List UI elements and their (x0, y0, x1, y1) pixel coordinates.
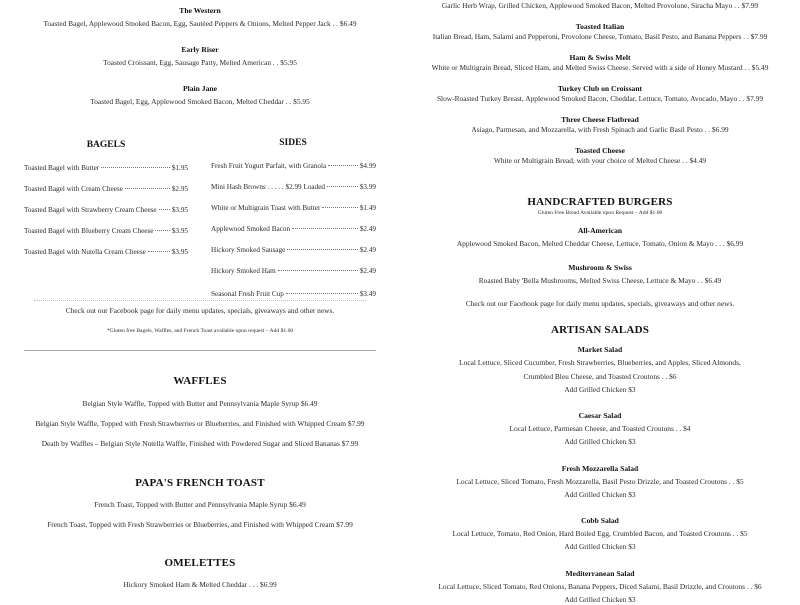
facebook-note: Check out our Facebook page for daily menu updates, specials, giveaways and other news. (465, 299, 735, 308)
item-name: Ham & Swiss Melt (569, 53, 631, 62)
divider (34, 300, 366, 301)
item-desc: Local Lettuce, Sliced Tomato, Red Onions, Banana Peppers, Diced Salami, Basil Drizzle, and Croutons . . $6 (438, 582, 762, 591)
item-desc: Death by Waffles – Belgian Style Nutella Waffle, Finished with Powdered Sugar and Sliced Bananas $7.99 (41, 439, 359, 448)
list-item: Toasted Bagel with Strawberry Cream Cheese $3.95 (24, 206, 188, 214)
add-on: Add Grilled Chicken $3 (564, 490, 636, 499)
item-desc: Crumbled Bleu Cheese, and Toasted Croutons . . $6 (523, 372, 677, 381)
section-title-french-toast: PAPA'S FRENCH TOAST (135, 477, 265, 489)
item-desc: Belgian Style Waffle, Topped with Butter and Pennsylvania Maple Syrup $6.49 (82, 399, 318, 408)
item-desc: French Toast, Topped with Butter and Pennsylvania Maple Syrup $6.49 (94, 500, 306, 509)
item-name: Three Cheese Flatbread (561, 115, 639, 124)
item-desc: Local Lettuce, Sliced Cucumber, Fresh Strawberries, Blueberries, and Apples, Sliced Almonds, (459, 358, 741, 367)
list-item: Hickory Smoked Sausage $2.49 (211, 246, 376, 254)
divider (24, 350, 376, 351)
item-name: Caesar Salad (578, 411, 622, 420)
item-desc: Belgian Style Waffle, Topped with Fresh Strawberries or Blueberries, and Finished with Whipped Cream $7.99 (35, 419, 365, 428)
add-on: Add Grilled Chicken $3 (564, 437, 636, 446)
item-desc: Toasted Bagel, Applewood Smoked Bacon, Egg, Sautéed Peppers & Onions, Melted Pepper Jack . . $6.49 (43, 19, 357, 28)
list-item: Hickory Smoked Ham $2.49 (211, 267, 376, 275)
item-desc: Garlic Herb Wrap, Grilled Chicken, Applewood Smoked Bacon, Melted Provolone, Siracha Mayo . . $7.99 (441, 1, 759, 10)
list-item: Toasted Bagel with Nutella Cream Cheese $3.95 (24, 248, 188, 256)
list-item: Fresh Fruit Yogurt Parfait, with Granola $4.99 (211, 162, 376, 170)
item-name: The Western (179, 6, 221, 15)
list-item: White or Multigrain Toast with Butter $1.49 (211, 204, 376, 212)
list-item: Seasonal Fresh Fruit Cup $3.49 (211, 290, 376, 298)
list-item: Toasted Bagel with Cream Cheese $2.95 (24, 185, 188, 193)
item-desc: Asiago, Parmesan, and Mozzarella, with Fresh Spinach and Garlic Basil Pesto . . $6.99 (471, 125, 729, 134)
item-desc: White or Multigrain Bread, with your choice of Melted Cheese . . $4.49 (493, 156, 707, 165)
item-desc: Toasted Croissant, Egg, Sausage Patty, Melted American . . $5.95 (103, 58, 297, 67)
item-desc: Local Lettuce, Tomato, Red Onion, Hard Boiled Egg, Crumbled Bacon, and Toasted Croutons . . $5 (452, 529, 748, 538)
item-desc: Roasted Baby 'Bella Mushrooms, Melted Swiss Cheese, Lettuce & Mayo . . $6.49 (478, 276, 722, 285)
item-name: Plain Jane (183, 84, 217, 93)
section-title-salads: ARTISAN SALADS (550, 324, 650, 336)
item-name: Mediterranean Salad (565, 569, 635, 578)
item-name: Turkey Club on Croissant (557, 84, 643, 93)
item-desc: Italian Bread, Ham, Salami and Pepperoni, Provolone Cheese, Tomato, Basil Pesto, and Banana Peppers . . $7.99 (432, 32, 768, 41)
add-on: Add Grilled Chicken $3 (564, 595, 636, 604)
item-name: Toasted Italian (575, 22, 625, 31)
section-title-omelettes: OMELETTES (164, 557, 236, 569)
gluten-note: Gluten Free Bread Available upon Request – Add $1.00 (537, 210, 663, 216)
item-name: Early Riser (181, 45, 219, 54)
section-title-waffles: WAFFLES (173, 375, 227, 387)
item-desc: Local Lettuce, Parmesan Cheese, and Toasted Croutons . . $4 (509, 424, 691, 433)
item-desc: Slow-Roasted Turkey Breast, Applewood Smoked Bacon, Cheddar, Lettuce, Tomato, Avocado, Mayo . . $7.99 (436, 94, 764, 103)
item-desc: White or Multigrain Bread, Sliced Ham, and Melted Swiss Cheese. Served with a side of Honey Mustard . . $5.49 (431, 63, 769, 72)
item-desc: Toasted Bagel, Egg, Applewood Smoked Bacon, Melted Cheddar . . $5.95 (90, 97, 310, 106)
facebook-note: Check out our Facebook page for daily menu updates, specials, giveaways and other news. (65, 306, 335, 315)
list-item: Toasted Bagel with Blueberry Cream Cheese $3.95 (24, 227, 188, 235)
section-title-bagels: BAGELS (86, 140, 126, 150)
add-on: Add Grilled Chicken $3 (564, 542, 636, 551)
list-item: Applewood Smoked Bacon $2.49 (211, 225, 376, 233)
item-name: Toasted Cheese (575, 146, 625, 155)
item-desc: French Toast, Topped with Fresh Strawberries or Blueberries, and Finished with Whipped Cream $7.99 (47, 520, 353, 529)
item-desc: Local Lettuce, Sliced Tomato, Fresh Mozzarella, Basil Pesto Drizzle, and Toasted Croutons . . $5 (456, 477, 744, 486)
add-on: Add Grilled Chicken $3 (564, 385, 636, 394)
item-desc: Hickory Smoked Ham & Melted Cheddar . . . $6.99 (123, 580, 277, 589)
item-desc: Applewood Smoked Bacon, Melted Cheddar Cheese, Lettuce, Tomato, Onion & Mayo . . . $6.99 (456, 239, 744, 248)
list-item: Toasted Bagel with Butter $1.95 (24, 164, 188, 172)
item-name: All-American (577, 226, 623, 235)
item-name: Market Salad (577, 345, 623, 354)
gluten-note: *Gluten free Bagels, Waffles, and French Toast available upon request – Add $1.00 (106, 328, 294, 334)
item-name: Mushroom & Swiss (568, 263, 632, 272)
item-name: Fresh Mozzarella Salad (561, 464, 639, 473)
item-name: Cobb Salad (581, 516, 619, 525)
section-title-burgers: HANDCRAFTED BURGERS (527, 196, 673, 208)
section-title-sides: SIDES (279, 138, 307, 148)
list-item: Mini Hash Browns . . . . . $2.99 Loaded $3.99 (211, 183, 376, 191)
